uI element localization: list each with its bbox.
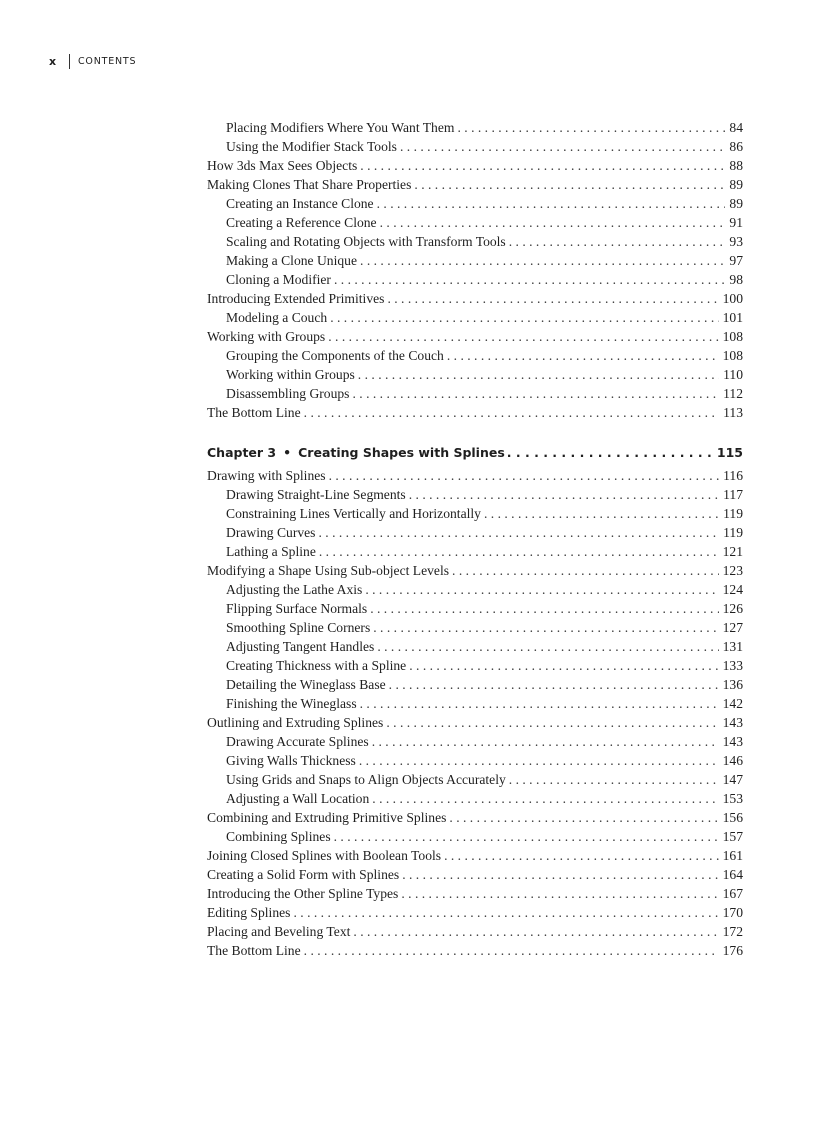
- dot-leader: [409, 485, 719, 504]
- toc-entry-title: Outlining and Extruding Splines: [207, 715, 384, 730]
- toc-entry-title: Drawing Accurate Splines: [226, 734, 369, 749]
- dot-leader: [444, 846, 719, 865]
- dot-leader: [360, 694, 719, 713]
- toc-entry[interactable]: [207, 156, 743, 175]
- toc-entry[interactable]: [207, 466, 743, 485]
- toc-entry-page: 101: [722, 310, 743, 325]
- toc-entry-title: Scaling and Rotating Objects with Transform Tools: [226, 234, 506, 249]
- running-head-divider: [69, 54, 70, 69]
- toc-entry-title: Combining Splines: [226, 829, 331, 844]
- toc-entry-title: Using the Modifier Stack Tools: [226, 139, 397, 154]
- toc-entry[interactable]: [207, 846, 743, 865]
- toc-entry[interactable]: [207, 504, 743, 523]
- toc-entry-title: Finishing the Wineglass: [226, 696, 357, 711]
- toc-entry[interactable]: [207, 561, 743, 580]
- toc-entry-page: 117: [723, 487, 743, 502]
- toc-entry[interactable]: [207, 713, 743, 732]
- toc-entry[interactable]: [207, 941, 743, 960]
- toc-entry[interactable]: [207, 865, 743, 884]
- toc-entry-title: Giving Walls Thickness: [226, 753, 356, 768]
- toc-entry-page: 133: [722, 658, 743, 673]
- dot-leader: [484, 504, 719, 523]
- dot-leader: [377, 637, 718, 656]
- toc-entry[interactable]: [207, 213, 743, 232]
- toc-entry[interactable]: [207, 118, 743, 137]
- toc-entry-page: 89: [729, 177, 743, 192]
- toc-entry-page: 86: [729, 139, 743, 154]
- toc-entry-title: Adjusting a Wall Location: [226, 791, 370, 806]
- toc-entry-title: The Bottom Line: [207, 943, 301, 958]
- toc-entry[interactable]: [207, 637, 743, 656]
- toc-entry-page: 88: [729, 158, 743, 173]
- toc-entry-page: 142: [722, 696, 743, 711]
- toc-entry-page: 121: [722, 544, 743, 559]
- dot-leader: [447, 346, 719, 365]
- toc-entry-page: 112: [723, 386, 743, 401]
- dot-leader: [507, 443, 713, 463]
- toc-entry-title: Joining Closed Splines with Boolean Tools: [207, 848, 442, 863]
- toc-entry-title: Constraining Lines Vertically and Horizontally: [226, 506, 481, 521]
- toc-entry-page: 110: [723, 367, 743, 382]
- toc-entry[interactable]: [207, 922, 743, 941]
- toc-entry[interactable]: [207, 289, 743, 308]
- toc-entry[interactable]: [207, 789, 743, 808]
- dot-leader: [372, 732, 719, 751]
- toc-entry-page: 143: [722, 715, 743, 730]
- toc-entry-title: Smoothing Spline Corners: [226, 620, 371, 635]
- toc-entry-page: 119: [723, 525, 743, 540]
- toc-section-chapter-2: [207, 118, 743, 422]
- dot-leader: [509, 232, 726, 251]
- toc-entry-title: Disassembling Groups: [226, 386, 350, 401]
- toc-entry[interactable]: [207, 827, 743, 846]
- chapter-title: Creating Shapes with Splines: [298, 445, 505, 460]
- toc-entry[interactable]: [207, 485, 743, 504]
- dot-leader: [387, 289, 718, 308]
- toc-entry-title: Lathing a Spline: [226, 544, 316, 559]
- dot-leader: [400, 137, 725, 156]
- toc-entry-title: Drawing Straight-Line Segments: [226, 487, 406, 502]
- chapter-page: 115: [716, 445, 743, 460]
- toc-entry-page: 146: [722, 753, 743, 768]
- toc-entry-title: Introducing the Other Spline Types: [207, 886, 399, 901]
- toc-entry-page: 147: [722, 772, 743, 787]
- toc-entry[interactable]: [207, 770, 743, 789]
- toc-entry-page: 108: [722, 329, 743, 344]
- dot-leader: [414, 175, 725, 194]
- dot-leader: [318, 523, 719, 542]
- toc-entry[interactable]: [207, 194, 743, 213]
- toc-entry-page: 91: [729, 215, 743, 230]
- dot-leader: [377, 194, 726, 213]
- dot-leader: [452, 561, 719, 580]
- dot-leader: [319, 542, 719, 561]
- dot-leader: [328, 327, 718, 346]
- dot-leader: [373, 618, 718, 637]
- toc-entry-title: Placing and Beveling Text: [207, 924, 351, 939]
- dot-leader: [386, 713, 718, 732]
- dot-leader: [304, 403, 719, 422]
- dot-leader: [389, 675, 719, 694]
- toc-entry-page: 161: [722, 848, 743, 863]
- toc-entry[interactable]: [207, 327, 743, 346]
- toc-entry-title: Adjusting the Lathe Axis: [226, 582, 363, 597]
- toc-entry[interactable]: [207, 884, 743, 903]
- dot-leader: [372, 789, 718, 808]
- chapter-label: [207, 443, 505, 463]
- toc-entry-title: Combining and Extruding Primitive Splines: [207, 810, 447, 825]
- toc-entry[interactable]: [207, 346, 743, 365]
- running-head-title: CONTENTS: [78, 55, 137, 67]
- toc-entry-title: Making Clones That Share Properties: [207, 177, 412, 192]
- chapter-bullet: •: [283, 445, 292, 460]
- toc-entry[interactable]: [207, 580, 743, 599]
- toc-entry-title: Introducing Extended Primitives: [207, 291, 385, 306]
- toc-entry-page: 176: [722, 943, 743, 958]
- toc-entry-page: 124: [722, 582, 743, 597]
- toc-entry[interactable]: [207, 751, 743, 770]
- toc-entry-title: Making a Clone Unique: [226, 253, 358, 268]
- toc-entry-title: Using Grids and Snaps to Align Objects Accurately: [226, 772, 506, 787]
- dot-leader: [352, 384, 719, 403]
- page-number: x: [49, 54, 57, 68]
- toc-entry-page: 119: [723, 506, 743, 521]
- toc-entry-title: Drawing Curves: [226, 525, 316, 540]
- dot-leader: [401, 884, 718, 903]
- toc-entry[interactable]: [207, 137, 743, 156]
- dot-leader: [365, 580, 718, 599]
- toc-entry[interactable]: [207, 903, 743, 922]
- toc-entry-title: Grouping the Components of the Couch: [226, 348, 444, 363]
- toc-entry-page: 113: [723, 405, 743, 420]
- toc-entry-page: 167: [722, 886, 743, 901]
- toc-entry[interactable]: [207, 308, 743, 327]
- dot-leader: [380, 213, 726, 232]
- toc-entry[interactable]: [207, 384, 743, 403]
- toc-entry[interactable]: [207, 618, 743, 637]
- toc-section-chapter-3: [207, 466, 743, 960]
- toc-entry-page: 127: [722, 620, 743, 635]
- dot-leader: [330, 308, 718, 327]
- toc-entry[interactable]: [207, 675, 743, 694]
- dot-leader: [360, 156, 725, 175]
- toc-entry-title: Working within Groups: [226, 367, 355, 382]
- toc-entry-title: Editing Splines: [207, 905, 291, 920]
- toc-entry[interactable]: [207, 403, 743, 422]
- toc-entry-title: Creating Thickness with a Spline: [226, 658, 407, 673]
- toc-entry-title: Modeling a Couch: [226, 310, 328, 325]
- toc-entry[interactable]: [207, 542, 743, 561]
- chapter-number: Chapter 3: [207, 445, 277, 460]
- toc-entry-page: 108: [722, 348, 743, 363]
- toc-entry-page: 136: [722, 677, 743, 692]
- toc-entry-page: 143: [722, 734, 743, 749]
- toc-entry-title: Creating an Instance Clone: [226, 196, 374, 211]
- toc-entry-page: 100: [722, 291, 743, 306]
- dot-leader: [293, 903, 718, 922]
- table-of-contents: [207, 118, 743, 960]
- dot-leader: [304, 941, 719, 960]
- running-head: [49, 52, 136, 70]
- dot-leader: [509, 770, 719, 789]
- toc-entry-page: 164: [722, 867, 743, 882]
- toc-entry-page: 98: [729, 272, 743, 287]
- toc-entry-page: 89: [729, 196, 743, 211]
- dot-leader: [409, 656, 718, 675]
- toc-entry-page: 157: [722, 829, 743, 844]
- toc-entry-page: 116: [723, 468, 743, 483]
- toc-entry-title: Working with Groups: [207, 329, 326, 344]
- toc-entry-title: Flipping Surface Normals: [226, 601, 368, 616]
- toc-entry-title: Creating a Solid Form with Splines: [207, 867, 400, 882]
- toc-entry-title: Detailing the Wineglass Base: [226, 677, 386, 692]
- dot-leader: [334, 827, 719, 846]
- dot-leader: [359, 751, 719, 770]
- dot-leader: [402, 865, 718, 884]
- toc-entry[interactable]: [207, 523, 743, 542]
- toc-entry[interactable]: [207, 732, 743, 751]
- toc-entry-title: Creating a Reference Clone: [226, 215, 377, 230]
- toc-entry[interactable]: [207, 251, 743, 270]
- toc-entry-title: Modifying a Shape Using Sub-object Levels: [207, 563, 450, 578]
- toc-entry[interactable]: [207, 175, 743, 194]
- dot-leader: [457, 118, 725, 137]
- toc-entry-page: 156: [722, 810, 743, 825]
- toc-entry-page: 97: [729, 253, 743, 268]
- toc-entry-title: The Bottom Line: [207, 405, 301, 420]
- dot-leader: [334, 270, 725, 289]
- toc-entry[interactable]: [207, 599, 743, 618]
- toc-entry-page: 123: [722, 563, 743, 578]
- chapter-heading[interactable]: [207, 443, 743, 463]
- toc-entry-page: 84: [729, 120, 743, 135]
- toc-entry-page: 170: [722, 905, 743, 920]
- dot-leader: [329, 466, 720, 485]
- toc-entry-title: Placing Modifiers Where You Want Them: [226, 120, 455, 135]
- dot-leader: [449, 808, 718, 827]
- toc-entry-title: Adjusting Tangent Handles: [226, 639, 375, 654]
- toc-entry[interactable]: [207, 232, 743, 251]
- toc-entry[interactable]: [207, 270, 743, 289]
- dot-leader: [358, 365, 719, 384]
- toc-entry-page: 131: [722, 639, 743, 654]
- toc-entry-title: How 3ds Max Sees Objects: [207, 158, 358, 173]
- toc-entry[interactable]: [207, 365, 743, 384]
- toc-entry-page: 93: [729, 234, 743, 249]
- dot-leader: [360, 251, 725, 270]
- toc-entry-title: Cloning a Modifier: [226, 272, 331, 287]
- toc-entry-page: 153: [722, 791, 743, 806]
- toc-entry-page: 126: [722, 601, 743, 616]
- toc-entry-page: 172: [722, 924, 743, 939]
- toc-entry[interactable]: [207, 694, 743, 713]
- toc-entry[interactable]: [207, 808, 743, 827]
- dot-leader: [370, 599, 718, 618]
- toc-entry-title: Drawing with Splines: [207, 468, 326, 483]
- dot-leader: [353, 922, 718, 941]
- toc-entry[interactable]: [207, 656, 743, 675]
